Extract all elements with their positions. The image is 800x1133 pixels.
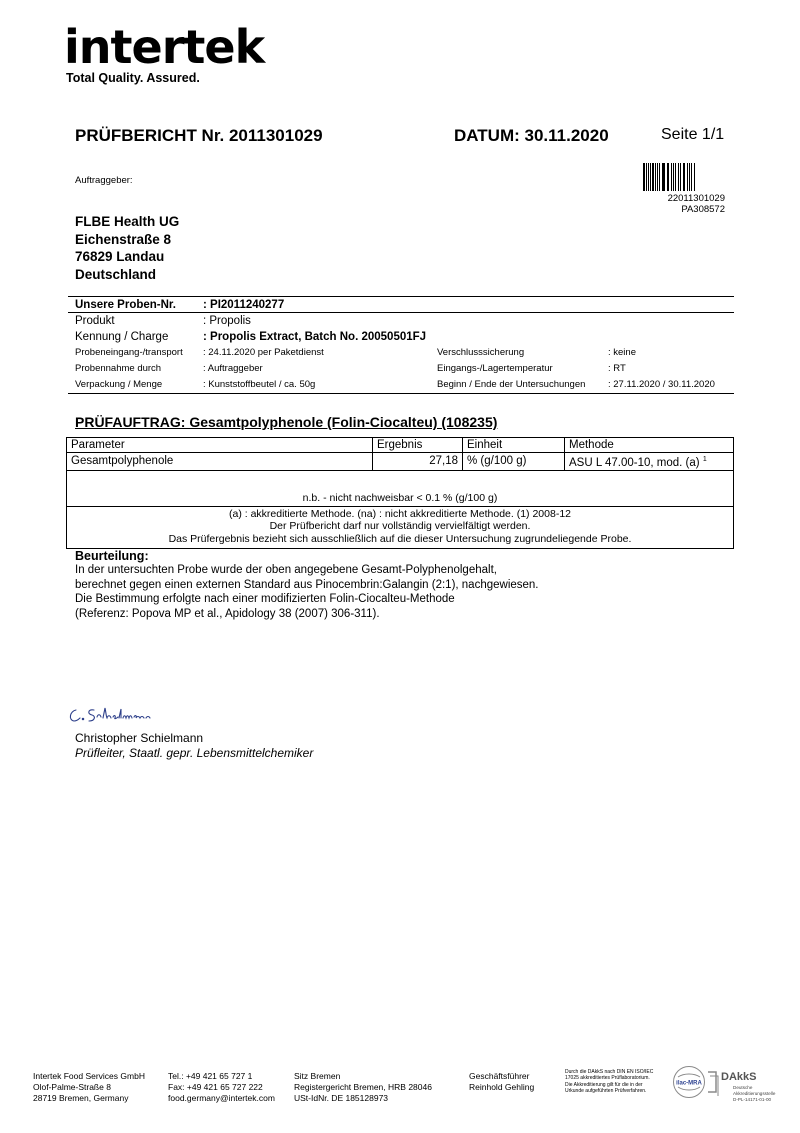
footer-line: Die Akkreditierung gilt für die in der [565,1081,643,1088]
assessment-line: berechnet gegen einen externen Standard aus Pinocembrin:Galangin (2:1), nachgewiesen. [75,578,539,591]
header-parameter: Parameter [67,438,373,453]
client-address [75,213,179,283]
intertek-logo: intertek [64,20,265,74]
divider [68,393,734,394]
receipt-label: Probeneingang-/transport [75,347,183,358]
period-label: Beginn / Ende der Untersuchungen [437,379,586,390]
footer-contact [168,1071,275,1104]
dakks-emblem-icon [706,1068,720,1096]
notes-cell [67,506,734,549]
footer-line: Fax: +49 421 65 727 222 [168,1082,263,1092]
dakks-line: D-PL-14171-01-00 [733,1097,772,1102]
footer-line: 17025 akkreditiertes Prüflaboratorium. [565,1075,650,1082]
footer-line: 28719 Bremen, Germany [33,1093,129,1103]
packaging-value: : Kunststoffbeutel / ca. 50g [203,379,316,390]
footer-registry [294,1071,432,1104]
sample-no-label: Unsere Proben-Nr. [75,299,176,311]
batch-value: : Propolis Extract, Batch No. 20050501FJ [203,331,427,343]
cell-method [565,453,734,471]
table-header-row [67,438,734,453]
report-title: PRÜFBERICHT Nr. 2011301029 [75,126,323,145]
note-line: Der Prüfbericht darf nur vollständig vervielfältigt werden. [269,520,531,533]
test-title: PRÜFAUFTRAG: Gesamtpolyphenole (Folin-Ciocalteu) (108235) [75,414,498,430]
footer-line: Tel.: +49 421 65 727 1 [168,1071,253,1081]
footer-line: food.germany@intertek.com [168,1093,275,1103]
assessment-line: Die Bestimmung erfolgte nach einer modifizierten Folin-Ciocalteu-Methode [75,593,455,605]
divider [68,296,734,297]
divider [68,312,734,313]
notes-row [67,506,734,549]
header-method: Methode [565,438,734,453]
product-value: : Propolis [203,315,251,327]
client-city: 76829 Landau [75,249,165,264]
page-number: Seite 1/1 [661,126,725,143]
ilac-mra-seal-icon [672,1065,706,1099]
header-unit: Einheit [463,438,565,453]
header-result: Ergebnis [373,438,463,453]
accreditation-text [565,1069,653,1094]
note-line: Das Prüfergebnis bezieht sich ausschließlich auf die dieser Untersuchung zugrundeliegende Probe. [168,532,632,545]
sampling-value: : Auftraggeber [203,363,263,374]
footer-line: Geschäftsführer [469,1071,530,1081]
footer-line: Durch die DAkkS nach DIN EN ISO/IEC [565,1069,654,1075]
barcode-numbers [620,193,725,215]
barcode-number: 22011301029 [667,193,725,204]
batch-label: Kennung / Charge [75,331,169,343]
note-line: (a) : akkreditierte Methode. (na) : nicht akkreditierte Methode. (1) 2008-12 [229,507,571,520]
detection-limit: n.b. - nicht nachweisbar < 0.1 % (g/100 g) [67,470,734,506]
footer-line: Sitz Bremen [294,1071,341,1081]
ilac-seal-text: ilac-MRA [676,1080,702,1087]
client-street: Eichenstraße 8 [75,231,172,247]
footer-company [33,1071,145,1104]
receipt-value: : 24.11.2020 per Paketdienst [203,347,324,358]
barcode-reference: PA308572 [681,204,725,215]
period-value: : 27.11.2020 / 30.11.2020 [608,379,715,390]
client-name: FLBE Health UG [75,214,180,229]
packaging-label: Verpackung / Menge [75,379,163,390]
cell-unit: % (g/100 g) [463,453,565,471]
footer-line: Olof-Palme-Straße 8 [33,1082,111,1092]
dakks-subtext [733,1085,775,1103]
client-country: Deutschland [75,266,157,282]
storage-label: Eingangs-/Lagertemperatur [437,363,553,374]
product-label: Produkt [75,315,115,327]
signer-name: Christopher Schielmann [75,731,204,745]
assessment-line: (Referenz: Popova MP et al., Apidology 38 (2007) 306-311). [75,607,380,620]
barcode [643,163,725,191]
sample-no-value: : PI2011240277 [203,299,285,311]
tagline: Total Quality. Assured. [66,71,200,85]
handwritten-signature [66,700,156,726]
dakks-line: Akkreditierungsstelle [733,1091,776,1096]
footer-line: Reinhold Gehling [469,1082,535,1092]
signer-title: Prüfleiter, Staatl. gepr. Lebensmittelchemiker [75,746,314,760]
seal-label: Verschlusssicherung [437,347,525,358]
storage-value: : RT [608,363,626,374]
cell-result: 27,18 [373,453,463,471]
footer-management [469,1071,534,1093]
footer-line: Registergericht Bremen, HRB 28046 [294,1082,432,1092]
assessment-text [75,563,539,621]
report-date: DATUM: 30.11.2020 [454,126,609,145]
barcode-space [695,163,696,191]
footer-line: USt-IdNr. DE 185128973 [294,1093,389,1103]
assessment-title: Beurteilung: [75,549,149,563]
dakks-line: Deutsche [733,1085,753,1090]
cell-parameter: Gesamtpolyphenole [67,453,373,471]
seal-value: : keine [608,347,636,358]
results-table [66,437,734,549]
assessment-line: In der untersuchten Probe wurde der oben angegebene Gesamt-Polyphenolgehalt, [75,564,497,576]
method-footnote: 1 [702,456,707,463]
sampling-label: Probennahme durch [75,363,162,374]
dakks-logo-text: DAkkS [721,1071,757,1083]
method-text: ASU L 47.00-10, mod. (a) [569,456,700,469]
footer-line: Urkunde aufgeführten Prüfverfahren. [565,1087,647,1094]
detection-limit-row [67,470,734,506]
client-label: Auftraggeber: [75,175,133,186]
table-row [67,453,734,471]
footer-line: Intertek Food Services GmbH [33,1071,145,1081]
